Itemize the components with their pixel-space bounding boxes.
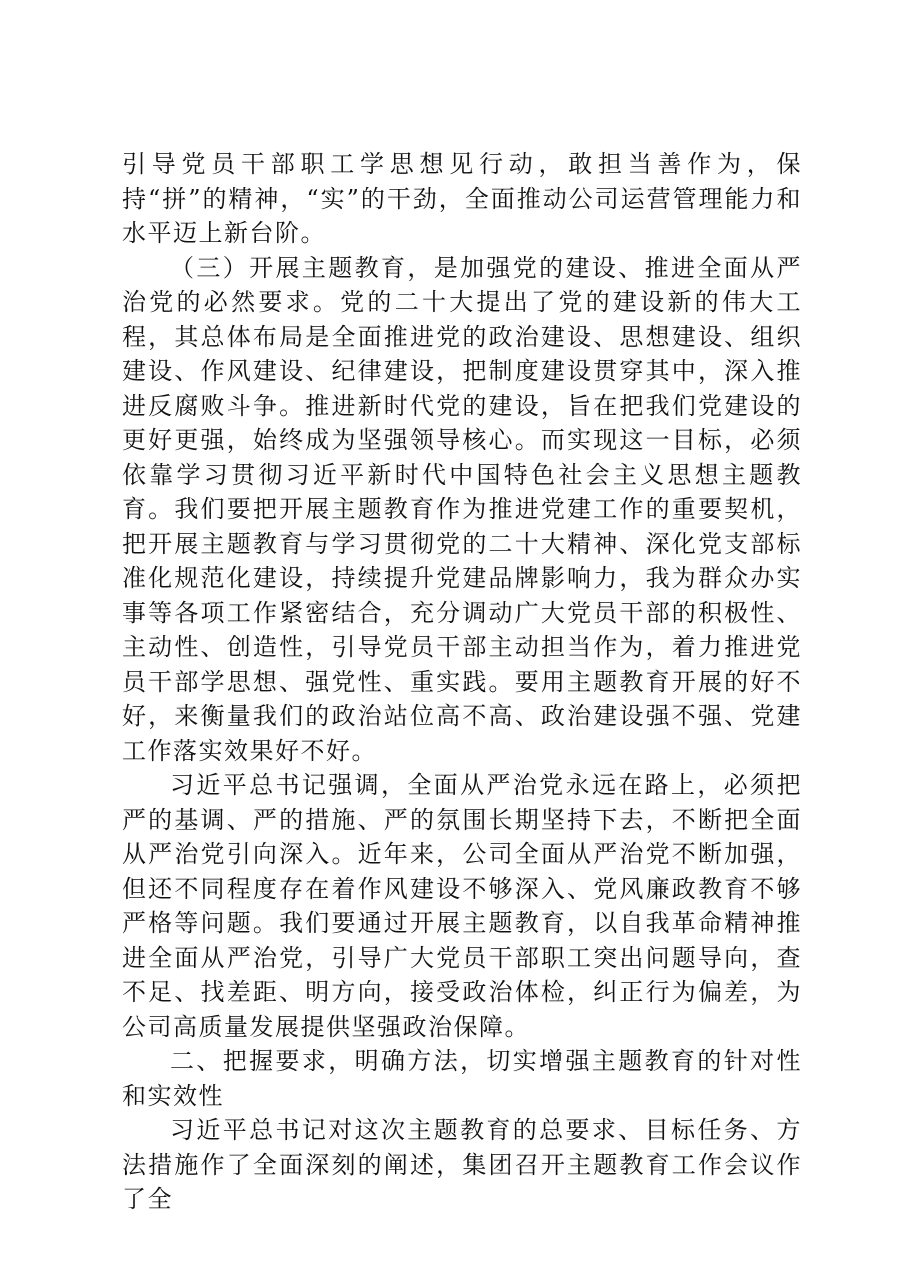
paragraph-5: 习近平总书记对这次主题教育的总要求、目标任务、方法措施作了全面深刻的阐述，集团召开主题教育工作会议作了全 <box>122 1116 802 1213</box>
document-body <box>122 147 802 1217</box>
paragraph-3: 习近平总书记强调，全面从严治党永远在路上，必须把严的基调、严的措施、严的氛围长期坚持下去，不断把全面从严治党引向深入。近年来，公司全面从严治党不断加强，但还不同程度存在着作风建设不够深入、党风廉政教育不够严格等问题。我们要通过开展主题教育，以自我革命精神推进全面从严治党，引导广大党员干部职工突出问题导向，查不足、找差距、明方向，接受政治体检，纠正行为偏差，为公司高质量发展提供坚强政治保障。 <box>122 771 802 1041</box>
paragraph-2-section-three: （三）开展主题教育，是加强党的建设、推进全面从严治党的必然要求。党的二十大提出了党的建设新的伟大工程，其总体布局是全面推进党的政治建设、思想建设、组织建设、作风建设、纪律建设，把制度建设贯穿其中，深入推进反腐败斗争。推进新时代党的建设，旨在把我们党建设的更好更强，始终成为坚强领导核心。而实现这一目标，必须依靠学习贯彻习近平新时代中国特色社会主义思想主题教育。我们要把开展主题教育作为推进党建工作的重要契机，把开展主题教育与学习贯彻党的二十大精神、深化党支部标准化规范化建设，持续提升党建品牌影响力，我为群众办实事等各项工作紧密结合，充分调动广大党员干部的积极性、主动性、创造性，引导党员干部主动担当作为，着力推进党员干部学思想、强党性、重实践。要用主题教育开展的好不好，来衡量我们的政治站位高不高、政治建设强不强、党建工作落实效果好不好。 <box>122 253 802 765</box>
paragraph-1: 引导党员干部职工学思想见行动，敢担当善作为，保持“拼”的精神，“实”的干劲，全面推动公司运营管理能力和水平迈上新台阶。 <box>122 150 802 247</box>
section-heading-two: 二、把握要求，明确方法，切实增强主题教育的针对性和实效性 <box>122 1047 802 1110</box>
